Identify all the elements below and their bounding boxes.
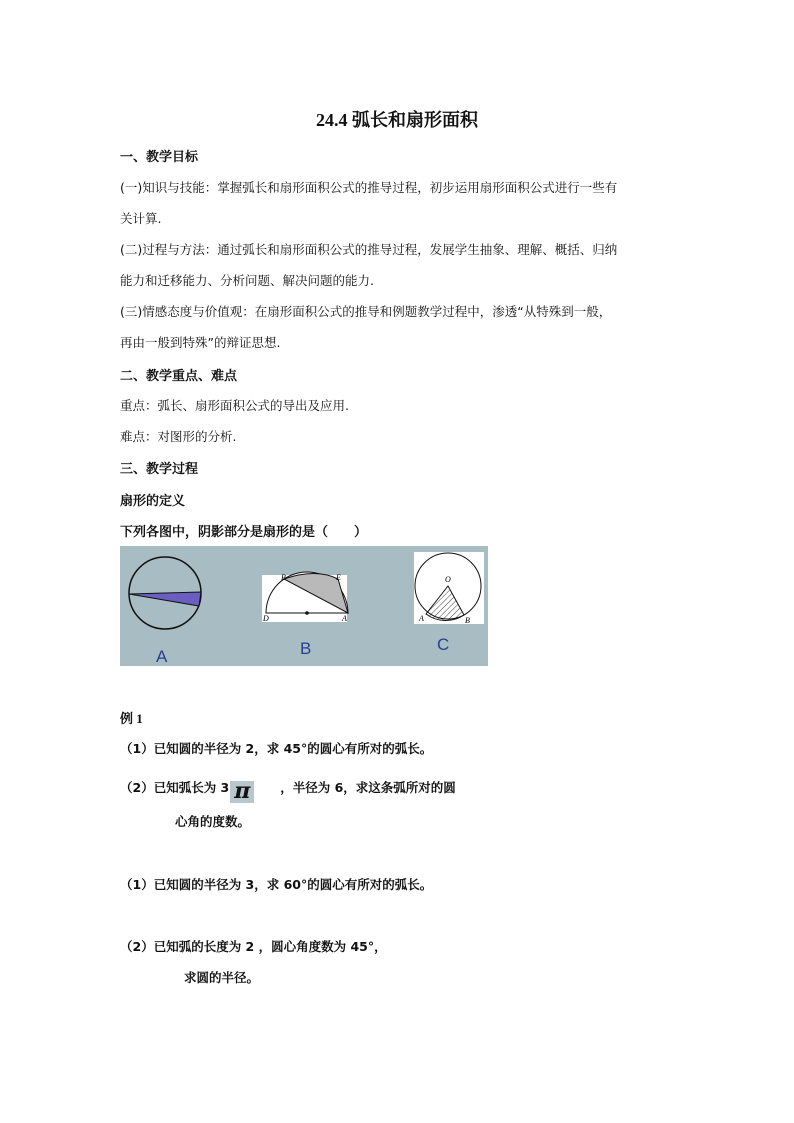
example-question-2 bbox=[120, 778, 456, 803]
goal3-line2: 再由一般到特殊”的辩证思想. bbox=[120, 335, 281, 350]
sector-definition-heading: 扇形的定义 bbox=[120, 494, 186, 509]
document-title: 24.4 弧长和扇形面积 bbox=[316, 110, 478, 130]
difficult-point: 难点：对图形的分析. bbox=[120, 429, 237, 444]
option-a-label: A bbox=[156, 647, 168, 666]
point-o-label: O bbox=[445, 575, 451, 584]
example-question-4-line2: 求圆的半径。 bbox=[184, 970, 260, 985]
key-points-heading: 二、教学重点、难点 bbox=[120, 369, 238, 384]
q2-prefix: （2）已知弧长为 3 bbox=[120, 780, 230, 795]
goal3-line1: (三)情感态度与价值观：在扇形面积公式的推导和例题教学过程中，渗透“从特殊到一般， bbox=[120, 304, 612, 319]
goal1-line1: (一)知识与技能：掌握弧长和扇形面积公式的推导过程，初步运用扇形面积公式进行一些有 bbox=[120, 180, 618, 195]
figure-a bbox=[129, 557, 201, 666]
example-question-1: （1）已知圆的半径为 2，求 45°的圆心有所对的弧长。 bbox=[120, 741, 433, 756]
point-e-label: E bbox=[336, 573, 341, 582]
example-question-2-line2: 心角的度数。 bbox=[175, 814, 251, 829]
q2-suffix: ，半径为 6，求这条弧所对的圆 bbox=[280, 780, 456, 795]
goal2-line1: (二)过程与方法：通过弧长和扇形面积公式的推导过程，发展学生抽象、理解、概括、归纳 bbox=[120, 242, 618, 257]
sector-question: 下列各图中，阴影部分是扇形的是（ ） bbox=[120, 525, 368, 540]
point-a-label: A bbox=[342, 614, 347, 623]
process-heading: 三、教学过程 bbox=[120, 462, 199, 477]
figure-b bbox=[262, 572, 348, 658]
key-point: 重点：弧长、扇形面积公式的导出及应用. bbox=[120, 398, 349, 413]
goal2-line2: 能力和迁移能力、分析问题、解决问题的能力. bbox=[120, 273, 374, 288]
point-b-label: B bbox=[281, 573, 286, 582]
figure-b-center-dot bbox=[305, 611, 309, 615]
figure-c bbox=[414, 552, 484, 654]
example-question-4: （2）已知弧的长度为 2 ，圆心角度数为 45°， bbox=[120, 939, 387, 954]
sector-options-svg bbox=[120, 546, 488, 666]
point-c-a-label: A bbox=[419, 614, 424, 623]
example-question-3: （1）已知圆的半径为 3，求 60°的圆心有所对的弧长。 bbox=[120, 877, 433, 892]
example-heading: 例 1 bbox=[120, 711, 143, 726]
option-c-label: C bbox=[437, 635, 450, 654]
goal1-line2: 关计算. bbox=[120, 211, 162, 226]
point-d-label: D bbox=[263, 614, 269, 623]
pi-symbol: π bbox=[230, 781, 254, 803]
point-c-b-label: B bbox=[465, 616, 470, 625]
goals-heading: 一、教学目标 bbox=[120, 150, 199, 165]
sector-options-figure bbox=[120, 546, 488, 666]
option-b-label: B bbox=[300, 639, 312, 658]
